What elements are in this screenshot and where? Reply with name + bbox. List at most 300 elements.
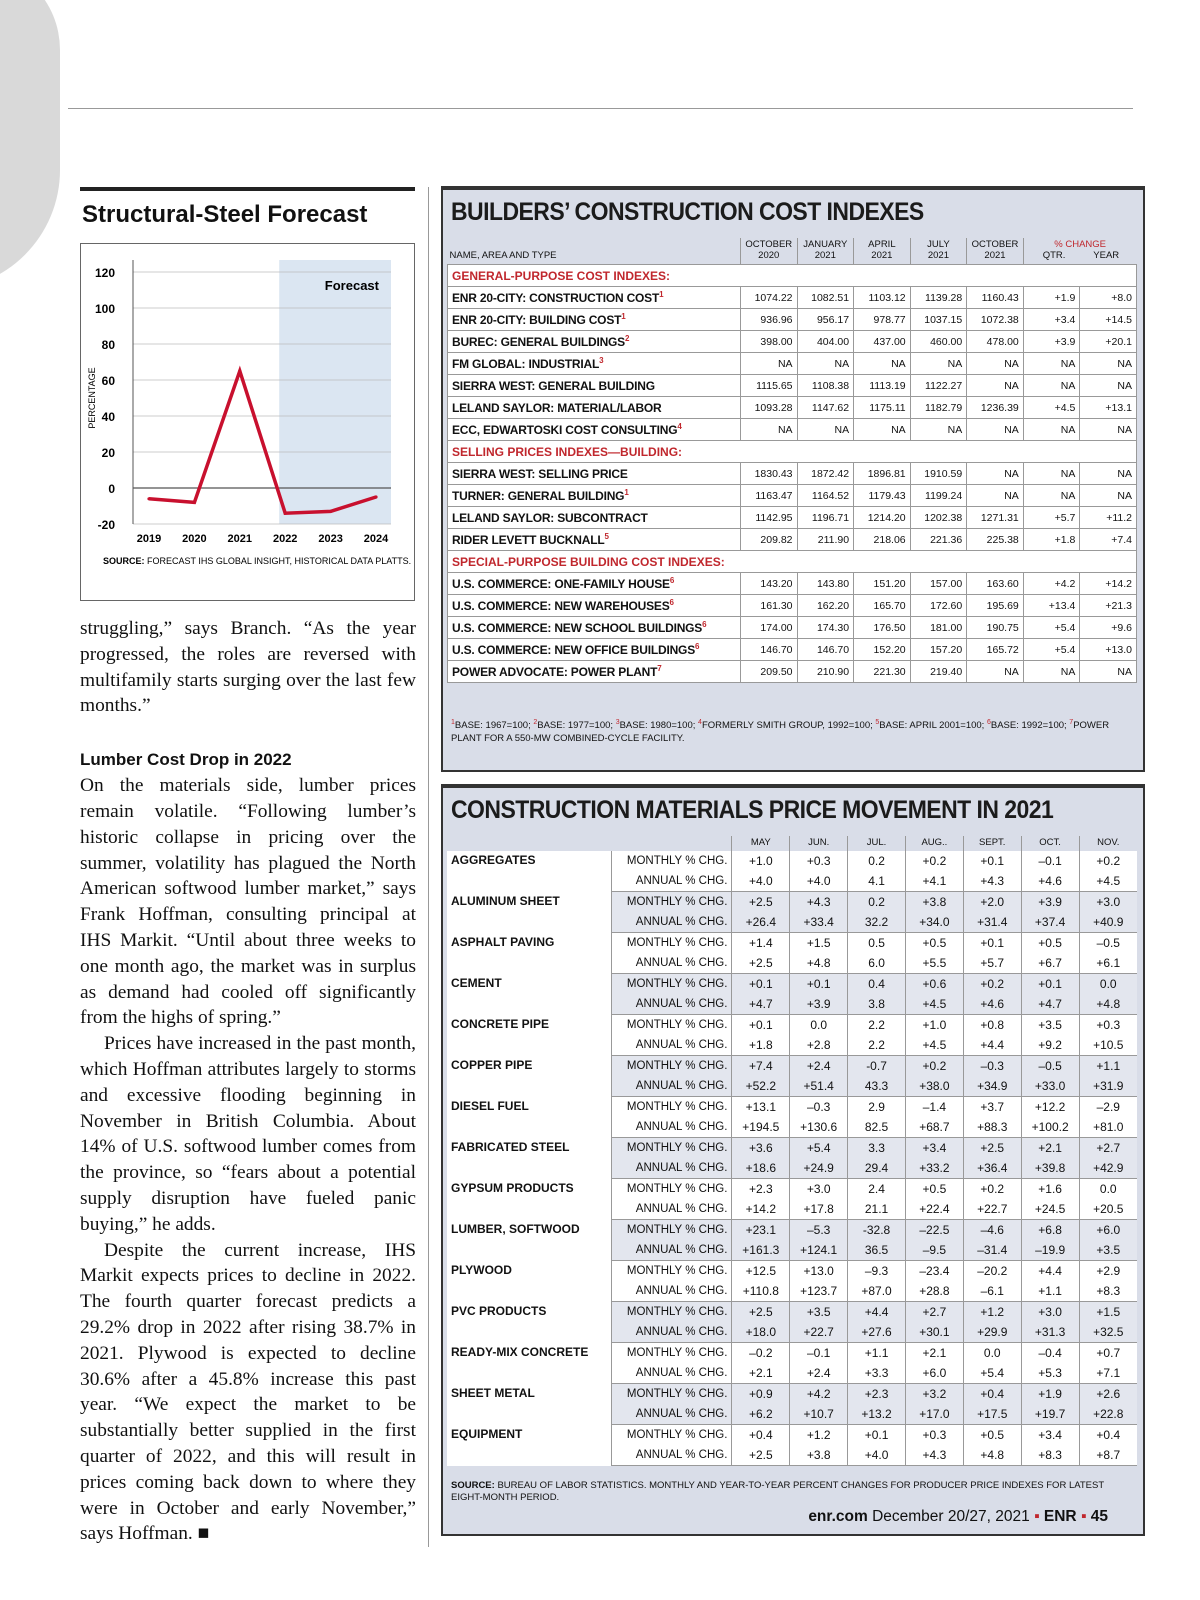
col-header-year: 2020 bbox=[758, 250, 780, 261]
monthly-value: +3.0 bbox=[790, 1179, 848, 1200]
col-header-date bbox=[797, 238, 854, 265]
material-name: GYPSUM PRODUCTS bbox=[447, 1179, 612, 1220]
index-name bbox=[448, 617, 741, 639]
annual-value: +31.3 bbox=[1021, 1322, 1079, 1343]
index-value: NA bbox=[1023, 375, 1080, 397]
article-paragraph: Prices have increased in the past month, which Hoffman attributes largely to storms and excessive flooding beginning in November in British Columbia. About 14% of U.S. softwood lumber comes from the province, so “fears about a potential supply disruption have fueled panic buying,” he adds. bbox=[80, 1033, 416, 1235]
materials-price-table bbox=[447, 836, 1137, 1466]
footnote-ref: 6 bbox=[702, 620, 707, 629]
table-row bbox=[448, 617, 1137, 639]
monthly-value: +3.0 bbox=[1021, 1302, 1079, 1323]
annual-value: +24.9 bbox=[790, 1158, 848, 1179]
annual-value: +3.8 bbox=[790, 1445, 848, 1466]
annual-value: –9.5 bbox=[905, 1240, 963, 1261]
monthly-value: +3.2 bbox=[905, 1384, 963, 1405]
index-value: NA bbox=[967, 485, 1024, 507]
annual-value: +4.8 bbox=[963, 1445, 1021, 1466]
footnote-number: 1 bbox=[451, 719, 455, 726]
index-value: 1163.47 bbox=[740, 485, 797, 507]
index-value: 1236.39 bbox=[967, 397, 1024, 419]
index-name bbox=[448, 353, 741, 375]
annual-value: +3.9 bbox=[790, 994, 848, 1015]
footer-site: enr.com bbox=[808, 1508, 868, 1525]
index-value: NA bbox=[967, 419, 1024, 441]
index-value: 1103.12 bbox=[854, 287, 911, 309]
index-value: 1108.38 bbox=[797, 375, 854, 397]
cost-indexes-panel bbox=[441, 186, 1145, 772]
index-value: +13.1 bbox=[1080, 397, 1137, 419]
annual-value: +22.7 bbox=[790, 1322, 848, 1343]
x-tick-label: 2019 bbox=[136, 533, 162, 545]
monthly-value: +2.9 bbox=[1079, 1261, 1137, 1282]
header-row bbox=[447, 836, 1137, 851]
monthly-value: +3.0 bbox=[1079, 892, 1137, 913]
col-header-date bbox=[854, 238, 911, 265]
index-name-text: RIDER LEVETT BUCKNALL bbox=[452, 533, 605, 547]
monthly-value: +3.5 bbox=[1021, 1015, 1079, 1036]
table-row bbox=[447, 892, 1137, 913]
annual-value: +4.6 bbox=[1021, 871, 1079, 892]
table-row bbox=[447, 1343, 1137, 1364]
index-name-text: LELAND SAYLOR: MATERIAL/LABOR bbox=[452, 400, 662, 415]
table-row bbox=[448, 639, 1137, 661]
monthly-value: +0.1 bbox=[732, 1015, 790, 1036]
section-row bbox=[448, 551, 1137, 573]
col-header-month: OCT. bbox=[1021, 836, 1079, 851]
index-value: 195.69 bbox=[967, 595, 1024, 617]
monthly-label: MONTHLY % CHG. bbox=[612, 933, 732, 954]
col-header-date bbox=[967, 238, 1024, 265]
footnote-ref: 1 bbox=[659, 290, 664, 299]
annual-value: +7.1 bbox=[1079, 1363, 1137, 1384]
table-row bbox=[447, 851, 1137, 871]
monthly-label: MONTHLY % CHG. bbox=[612, 1220, 732, 1241]
annual-value: +33.0 bbox=[1021, 1076, 1079, 1097]
table-row bbox=[448, 463, 1137, 485]
page-footer bbox=[808, 1508, 1108, 1526]
qtr-label: QTR. bbox=[1042, 250, 1066, 261]
footnote-ref: 6 bbox=[669, 576, 675, 585]
col-header-month: MAY bbox=[732, 836, 790, 851]
index-value: +13.4 bbox=[1023, 595, 1080, 617]
table-row bbox=[448, 397, 1137, 419]
monthly-value: –0.1 bbox=[1021, 851, 1079, 871]
index-value: +1.8 bbox=[1023, 529, 1080, 551]
footer-bullet: ▪ bbox=[1080, 1508, 1087, 1525]
index-value: 209.50 bbox=[740, 661, 797, 683]
index-value: 190.75 bbox=[967, 617, 1024, 639]
top-rule bbox=[68, 108, 1133, 109]
footnote-number: 3 bbox=[615, 719, 620, 726]
monthly-value: +1.0 bbox=[732, 851, 790, 871]
annual-value: +20.5 bbox=[1079, 1199, 1137, 1220]
source-text: FORECAST IHS GLOBAL INSIGHT, HISTORICAL DATA PLATTS. bbox=[144, 556, 412, 566]
monthly-value: –0.5 bbox=[1079, 933, 1137, 954]
data-point bbox=[147, 497, 150, 500]
monthly-value: +0.1 bbox=[963, 851, 1021, 871]
annual-value: +2.8 bbox=[790, 1035, 848, 1056]
annual-value: +14.2 bbox=[732, 1199, 790, 1220]
index-value: +5.7 bbox=[1023, 507, 1080, 529]
index-value: 211.90 bbox=[797, 529, 854, 551]
index-value: 1910.59 bbox=[910, 463, 967, 485]
monthly-value: +6.0 bbox=[1079, 1220, 1137, 1241]
index-name bbox=[448, 375, 741, 397]
index-name-text: ENR 20-CITY: CONSTRUCTION COST bbox=[452, 291, 660, 305]
annual-value: +52.2 bbox=[732, 1076, 790, 1097]
footnote-ref: 1 bbox=[624, 488, 629, 497]
table-row bbox=[447, 974, 1137, 995]
index-name bbox=[448, 661, 741, 683]
annual-label: ANNUAL % CHG. bbox=[612, 1445, 732, 1466]
monthly-value: 2.2 bbox=[848, 1015, 906, 1036]
monthly-label: MONTHLY % CHG. bbox=[612, 1384, 732, 1405]
index-value: NA bbox=[1023, 485, 1080, 507]
annual-value: +5.7 bbox=[963, 953, 1021, 974]
annual-value: +42.9 bbox=[1079, 1158, 1137, 1179]
monthly-value: +0.2 bbox=[963, 974, 1021, 995]
steel-chart bbox=[81, 244, 414, 600]
index-value: 1037.15 bbox=[910, 309, 967, 331]
annual-value: +19.7 bbox=[1021, 1404, 1079, 1425]
footnote-ref: 3 bbox=[599, 356, 604, 365]
index-value: 1164.52 bbox=[797, 485, 854, 507]
annual-value: +6.1 bbox=[1079, 953, 1137, 974]
table-row bbox=[448, 507, 1137, 529]
monthly-value: –5.3 bbox=[790, 1220, 848, 1241]
monthly-value: +1.4 bbox=[732, 933, 790, 954]
monthly-value: 3.3 bbox=[848, 1138, 906, 1159]
table-row bbox=[447, 1138, 1137, 1159]
monthly-value: +4.3 bbox=[790, 892, 848, 913]
monthly-value: +2.5 bbox=[732, 1302, 790, 1323]
source-label: SOURCE: bbox=[103, 556, 145, 566]
index-value: +3.9 bbox=[1023, 331, 1080, 353]
index-value: 1113.19 bbox=[854, 375, 911, 397]
annual-value: +81.0 bbox=[1079, 1117, 1137, 1138]
monthly-value: +2.6 bbox=[1079, 1384, 1137, 1405]
index-value: 1896.81 bbox=[854, 463, 911, 485]
material-name: READY-MIX CONCRETE bbox=[447, 1343, 612, 1384]
table-row bbox=[448, 661, 1137, 683]
annual-value: +3.3 bbox=[848, 1363, 906, 1384]
monthly-value: +0.4 bbox=[963, 1384, 1021, 1405]
annual-value: +1.8 bbox=[732, 1035, 790, 1056]
x-tick-label: 2023 bbox=[318, 533, 343, 545]
monthly-value: +2.1 bbox=[905, 1343, 963, 1364]
col-header-month: AUG.. bbox=[905, 836, 963, 851]
index-value: 1122.27 bbox=[910, 375, 967, 397]
monthly-value: +0.5 bbox=[905, 933, 963, 954]
annual-label: ANNUAL % CHG. bbox=[612, 1117, 732, 1138]
monthly-value: +12.5 bbox=[732, 1261, 790, 1282]
annual-value: +4.3 bbox=[963, 871, 1021, 892]
y-tick-label: -20 bbox=[97, 518, 115, 532]
index-value: 157.00 bbox=[910, 573, 967, 595]
index-value: 143.20 bbox=[740, 573, 797, 595]
index-value: 143.80 bbox=[797, 573, 854, 595]
annual-value: +4.7 bbox=[1021, 994, 1079, 1015]
footer-brand: ENR bbox=[1043, 1508, 1077, 1525]
index-value: 172.60 bbox=[910, 595, 967, 617]
monthly-value: –0.3 bbox=[790, 1097, 848, 1118]
index-name-text: POWER ADVOCATE: POWER PLANT bbox=[452, 665, 658, 679]
annual-value: 32.2 bbox=[848, 912, 906, 933]
monthly-value: +0.1 bbox=[848, 1425, 906, 1446]
annual-value: 4.1 bbox=[848, 871, 906, 892]
annual-value: +4.7 bbox=[732, 994, 790, 1015]
annual-value: +130.6 bbox=[790, 1117, 848, 1138]
footnote-text: BASE: 1967=100; bbox=[454, 720, 534, 732]
index-value: 1072.38 bbox=[967, 309, 1024, 331]
annual-value: +4.1 bbox=[905, 871, 963, 892]
monthly-value: 0.0 bbox=[963, 1343, 1021, 1364]
data-point bbox=[329, 510, 332, 513]
annual-value: +9.2 bbox=[1021, 1035, 1079, 1056]
index-name bbox=[448, 639, 741, 661]
y-tick-label: 120 bbox=[94, 266, 115, 280]
panel-top-bar bbox=[80, 187, 415, 191]
index-name-text: U.S. COMMERCE: NEW SCHOOL BUILDINGS bbox=[452, 621, 703, 635]
footnote-number: 2 bbox=[533, 719, 538, 726]
annual-value: +26.4 bbox=[732, 912, 790, 933]
monthly-label: MONTHLY % CHG. bbox=[612, 1343, 732, 1364]
index-name bbox=[448, 397, 741, 419]
monthly-value: +0.4 bbox=[732, 1425, 790, 1446]
annual-value: +17.8 bbox=[790, 1199, 848, 1220]
annual-value: +34.9 bbox=[963, 1076, 1021, 1097]
table-row bbox=[447, 1097, 1137, 1118]
cost-indexes-table bbox=[447, 238, 1137, 683]
steel-source bbox=[103, 556, 411, 566]
index-name bbox=[448, 463, 741, 485]
index-value: 221.36 bbox=[910, 529, 967, 551]
annual-value: +3.5 bbox=[1079, 1240, 1137, 1261]
monthly-value: 2.9 bbox=[848, 1097, 906, 1118]
section-label: SELLING PRICES INDEXES—BUILDING: bbox=[448, 441, 1137, 463]
annual-value: +5.4 bbox=[963, 1363, 1021, 1384]
annual-value: +32.5 bbox=[1079, 1322, 1137, 1343]
data-point bbox=[374, 495, 377, 498]
footnote-ref: 2 bbox=[625, 334, 630, 343]
table-row bbox=[447, 1015, 1137, 1036]
monthly-value: +1.5 bbox=[790, 933, 848, 954]
index-value: 1202.38 bbox=[910, 507, 967, 529]
annual-label: ANNUAL % CHG. bbox=[612, 1076, 732, 1097]
monthly-label: MONTHLY % CHG. bbox=[612, 1261, 732, 1282]
annual-value: +68.7 bbox=[905, 1117, 963, 1138]
index-value: 404.00 bbox=[797, 331, 854, 353]
material-name: EQUIPMENT bbox=[447, 1425, 612, 1466]
index-value: NA bbox=[740, 353, 797, 375]
monthly-value: +2.3 bbox=[848, 1384, 906, 1405]
index-value: NA bbox=[967, 463, 1024, 485]
table-row bbox=[447, 1384, 1137, 1405]
index-value: 157.20 bbox=[910, 639, 967, 661]
index-name-text: TURNER: GENERAL BUILDING bbox=[452, 489, 625, 503]
index-value: 165.72 bbox=[967, 639, 1024, 661]
index-value: 1160.43 bbox=[967, 287, 1024, 309]
index-value: 152.20 bbox=[854, 639, 911, 661]
annual-value: 43.3 bbox=[848, 1076, 906, 1097]
index-name-text: U.S. COMMERCE: NEW WAREHOUSES bbox=[452, 599, 670, 613]
index-value: 1082.51 bbox=[797, 287, 854, 309]
col-header-month: JULY bbox=[927, 239, 950, 250]
annual-value: +39.8 bbox=[1021, 1158, 1079, 1179]
monthly-value: +2.7 bbox=[1079, 1138, 1137, 1159]
col-header-month: APRIL bbox=[868, 239, 896, 250]
annual-value: +5.5 bbox=[905, 953, 963, 974]
monthly-value: +1.6 bbox=[1021, 1179, 1079, 1200]
annual-value: 3.8 bbox=[848, 994, 906, 1015]
monthly-value: –9.3 bbox=[848, 1261, 906, 1282]
index-name-text: FM GLOBAL: INDUSTRIAL bbox=[452, 357, 600, 371]
index-value: NA bbox=[1023, 463, 1080, 485]
monthly-value: –0.3 bbox=[963, 1056, 1021, 1077]
monthly-value: +0.1 bbox=[790, 974, 848, 995]
index-value: 1271.31 bbox=[967, 507, 1024, 529]
annual-value: +38.0 bbox=[905, 1076, 963, 1097]
materials-source bbox=[451, 1480, 1131, 1504]
footnote-number: 4 bbox=[698, 719, 702, 726]
annual-value: +30.1 bbox=[905, 1322, 963, 1343]
material-name: DIESEL FUEL bbox=[447, 1097, 612, 1138]
table-row bbox=[448, 595, 1137, 617]
annual-value: +10.5 bbox=[1079, 1035, 1137, 1056]
index-value: 398.00 bbox=[740, 331, 797, 353]
steel-chart-frame bbox=[80, 243, 415, 601]
article-paragraph: struggling,” says Branch. “As the year progressed, the roles are reversed with multifamily starts surging over the last few months.” bbox=[80, 618, 416, 717]
monthly-value: +0.5 bbox=[963, 1425, 1021, 1446]
cost-indexes-footnotes bbox=[451, 716, 1131, 745]
index-value: 1830.43 bbox=[740, 463, 797, 485]
col-header-month: OCTOBER bbox=[745, 239, 793, 250]
index-value: 218.06 bbox=[854, 529, 911, 551]
index-value: 1147.62 bbox=[797, 397, 854, 419]
annual-value: +24.5 bbox=[1021, 1199, 1079, 1220]
monthly-value: –0.1 bbox=[790, 1343, 848, 1364]
monthly-value: +2.7 bbox=[905, 1302, 963, 1323]
col-header-month: NOV. bbox=[1079, 836, 1137, 851]
index-value: 478.00 bbox=[967, 331, 1024, 353]
annual-label: ANNUAL % CHG. bbox=[612, 1404, 732, 1425]
index-value: 1214.20 bbox=[854, 507, 911, 529]
monthly-value: +13.1 bbox=[732, 1097, 790, 1118]
annual-value: 36.5 bbox=[848, 1240, 906, 1261]
monthly-label: MONTHLY % CHG. bbox=[612, 851, 732, 871]
index-value: NA bbox=[967, 375, 1024, 397]
index-value: 174.30 bbox=[797, 617, 854, 639]
table-row bbox=[448, 353, 1137, 375]
annual-value: +17.0 bbox=[905, 1404, 963, 1425]
index-value: 209.82 bbox=[740, 529, 797, 551]
x-tick-label: 2024 bbox=[363, 533, 389, 545]
index-value: 956.17 bbox=[797, 309, 854, 331]
footnote-text: BASE: APRIL 2001=100; bbox=[879, 720, 987, 732]
index-name bbox=[448, 309, 741, 331]
index-value: 1179.43 bbox=[854, 485, 911, 507]
index-value: +1.9 bbox=[1023, 287, 1080, 309]
y-tick-label: 20 bbox=[101, 446, 115, 460]
section-row bbox=[448, 265, 1137, 287]
index-value: +5.4 bbox=[1023, 617, 1080, 639]
y-tick-label: 80 bbox=[101, 338, 115, 352]
annual-value: +4.0 bbox=[790, 871, 848, 892]
footer-bullet: ▪ bbox=[1034, 1508, 1040, 1525]
steel-chart-title: Structural-Steel Forecast bbox=[82, 201, 368, 228]
col-header-blank bbox=[447, 836, 612, 851]
index-value: +21.3 bbox=[1080, 595, 1137, 617]
annual-value: –6.1 bbox=[963, 1281, 1021, 1302]
annual-value: +4.6 bbox=[963, 994, 1021, 1015]
data-point bbox=[238, 369, 241, 372]
annual-value: +2.5 bbox=[732, 953, 790, 974]
index-value: NA bbox=[1080, 375, 1137, 397]
annual-value: +31.4 bbox=[963, 912, 1021, 933]
index-value: NA bbox=[854, 353, 911, 375]
annual-value: 2.2 bbox=[848, 1035, 906, 1056]
monthly-value: +5.4 bbox=[790, 1138, 848, 1159]
table-row bbox=[448, 309, 1137, 331]
annual-value: +22.7 bbox=[963, 1199, 1021, 1220]
section-label: SPECIAL-PURPOSE BUILDING COST INDEXES: bbox=[448, 551, 1137, 573]
monthly-value: +3.5 bbox=[790, 1302, 848, 1323]
monthly-value: +12.2 bbox=[1021, 1097, 1079, 1118]
monthly-value: +13.0 bbox=[790, 1261, 848, 1282]
monthly-value: 0.2 bbox=[848, 851, 906, 871]
x-tick-label: 2021 bbox=[227, 533, 253, 545]
annual-value: +22.8 bbox=[1079, 1404, 1137, 1425]
monthly-value: +1.1 bbox=[1079, 1056, 1137, 1077]
index-name-text: U.S. COMMERCE: NEW OFFICE BUILDINGS bbox=[452, 643, 695, 657]
annual-label: ANNUAL % CHG. bbox=[612, 1158, 732, 1179]
monthly-label: MONTHLY % CHG. bbox=[612, 1015, 732, 1036]
monthly-label: MONTHLY % CHG. bbox=[612, 974, 732, 995]
annual-label: ANNUAL % CHG. bbox=[612, 1322, 732, 1343]
monthly-value: +3.4 bbox=[905, 1138, 963, 1159]
data-point bbox=[284, 512, 287, 515]
forecast-region bbox=[279, 260, 391, 524]
annual-value: +87.0 bbox=[848, 1281, 906, 1302]
index-value: 176.50 bbox=[854, 617, 911, 639]
material-name: COPPER PIPE bbox=[447, 1056, 612, 1097]
monthly-value: +0.5 bbox=[1021, 933, 1079, 954]
monthly-value: +1.1 bbox=[848, 1343, 906, 1364]
annual-value: +2.1 bbox=[732, 1363, 790, 1384]
monthly-value: +6.8 bbox=[1021, 1220, 1079, 1241]
index-value: NA bbox=[740, 419, 797, 441]
index-value: 1074.22 bbox=[740, 287, 797, 309]
monthly-value: +0.5 bbox=[905, 1179, 963, 1200]
monthly-value: +3.7 bbox=[963, 1097, 1021, 1118]
annual-value: +110.8 bbox=[732, 1281, 790, 1302]
footnote-text: BASE: 1977=100; bbox=[537, 720, 616, 732]
annual-value: +2.4 bbox=[790, 1363, 848, 1384]
monthly-value: +2.5 bbox=[963, 1138, 1021, 1159]
index-value: 1199.24 bbox=[910, 485, 967, 507]
monthly-value: +3.8 bbox=[905, 892, 963, 913]
index-value: 437.00 bbox=[854, 331, 911, 353]
index-value: 161.30 bbox=[740, 595, 797, 617]
column-divider bbox=[428, 187, 429, 1547]
annual-value: +8.7 bbox=[1079, 1445, 1137, 1466]
index-value: 165.70 bbox=[854, 595, 911, 617]
annual-value: +6.7 bbox=[1021, 953, 1079, 974]
monthly-value: +4.2 bbox=[790, 1384, 848, 1405]
article-paragraph: On the materials side, lumber prices remain volatile. “Following lumber’s historic collapse in pricing over the summer, volatility has plagued the North American softwood lumber market,” says Frank Hoffman, consulting principal at IHS Markit. “Until about three weeks to one month ago, the market was in surplus as demand had cooled off significantly from the highs of spring.” bbox=[80, 775, 416, 1029]
index-name bbox=[448, 485, 741, 507]
y-tick-label: 40 bbox=[101, 410, 115, 424]
